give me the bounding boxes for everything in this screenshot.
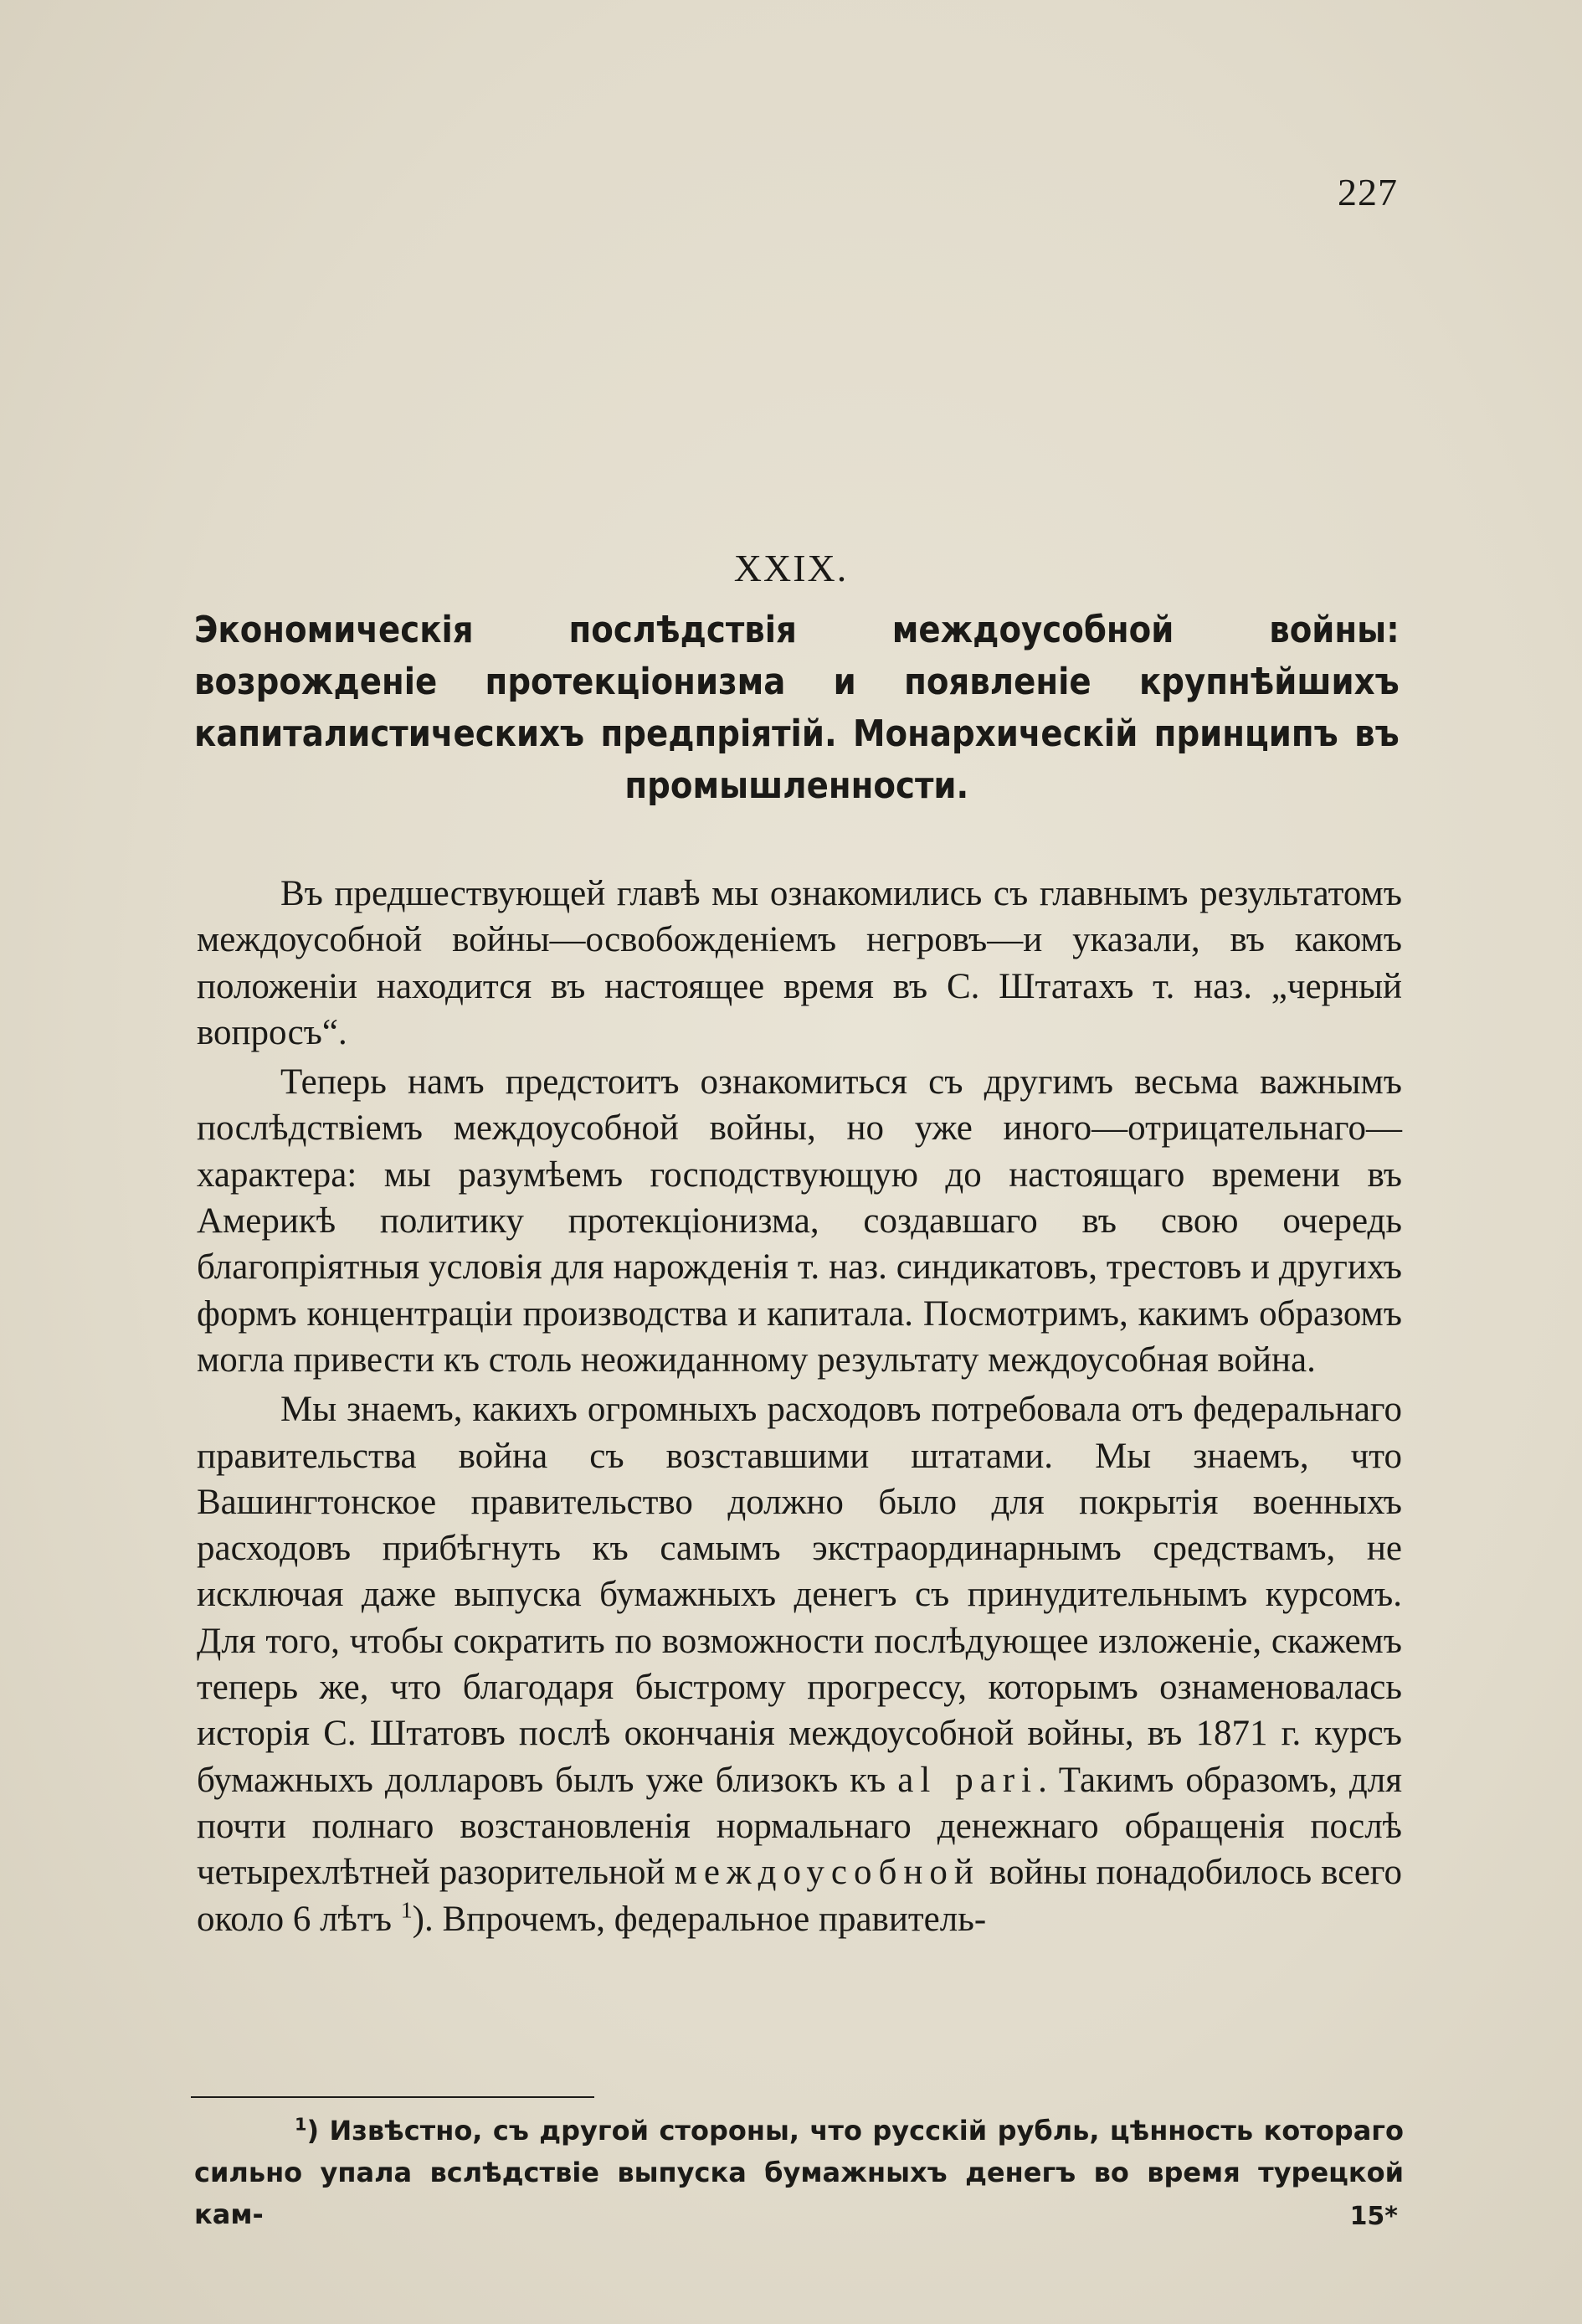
footnote-text: ) Извѣстно, съ другой стороны, что русскій рубль, цѣнность котораго сильно упала вслѣдствіе выпуска бумажныхъ денегъ во время турецкой кам- — [194, 2115, 1404, 2230]
paragraph-1: Въ предшествующей главѣ мы ознакомились съ главнымъ результатомъ междоусобной войны—освобожденіемъ негровъ—и указали, въ какомъ положеніи находится въ настоящее время въ С. Штатахъ т. наз. „черный вопросъ“. — [197, 874, 1402, 1052]
paragraph-3-tail: войны понадобилось всего около 6 лѣтъ — [197, 1853, 1402, 1939]
paragraph-2: Теперь намъ предстоитъ ознакомиться съ другимъ весьма важнымъ послѣдствіемъ междоусобной войны, но уже иного—отрицательнаго—характера: мы разумѣемъ господствующую до настоящаго времени въ Америкѣ политику протекціонизма, создавшаго въ свою очередь благопріятныя условія для нарожденія т. наз. синдикатовъ, трестовъ и другихъ формъ концентраціи производства и капитала. Посмотримъ, какимъ образомъ могла привести къ столь неожиданному результату междоусобная война. — [197, 1062, 1402, 1380]
chapter-title: Экономическія послѣдствія междоусобной войны: возрожденіе протекціонизма и появленіе крупнѣйшихъ капиталистическихъ предпріятій. Монархическій принципъ въ промышленности. — [194, 609, 1400, 807]
footnote-marker: 1 — [295, 2114, 307, 2135]
paragraph-3-end: ). Впрочемъ, федеральное правитель- — [412, 1899, 987, 1939]
paragraph-3-mid: . Такимъ образомъ, для почти полнаго возстановленія нормальнаго денежнаго обращенія послѣ четырехлѣтней разорительной — [197, 1760, 1402, 1893]
printer-signature: 15* — [1349, 2202, 1398, 2231]
footnote-reference[interactable]: 1 — [400, 1897, 413, 1924]
footnote-divider — [191, 2096, 594, 2098]
page-number: 227 — [1338, 171, 1398, 213]
paragraph-3 — [197, 1386, 1402, 1942]
footnote — [194, 2110, 1404, 2235]
paragraph-3-start: Мы знаемъ, какихъ огромныхъ расходовъ потребовала отъ федеральнаго правительства война съ возставшими штатами. Мы знаемъ, что Вашингтонское правительство должно было для покрытія военныхъ расходовъ прибѣгнуть къ самымъ экстраординарнымъ средствамъ, не исключая даже выпуска бумажныхъ денегъ съ принудительнымъ курсомъ. Для того, чтобы сократить по возможности послѣдующее изложеніе, скажемъ теперь же, что благодаря быстрому прогрессу, которымъ ознаменовалась исторія С. Штатовъ послѣ окончанія междоусобной войны, въ 1871 г. курсъ бумажныхъ долларовъ былъ уже близокъ къ — [197, 1390, 1402, 1800]
emphasized-word: междоусобной — [674, 1853, 980, 1893]
body-text — [197, 871, 1402, 1942]
al-pari-term: al pari — [897, 1760, 1039, 1800]
chapter-number: XXIX. — [733, 547, 849, 589]
